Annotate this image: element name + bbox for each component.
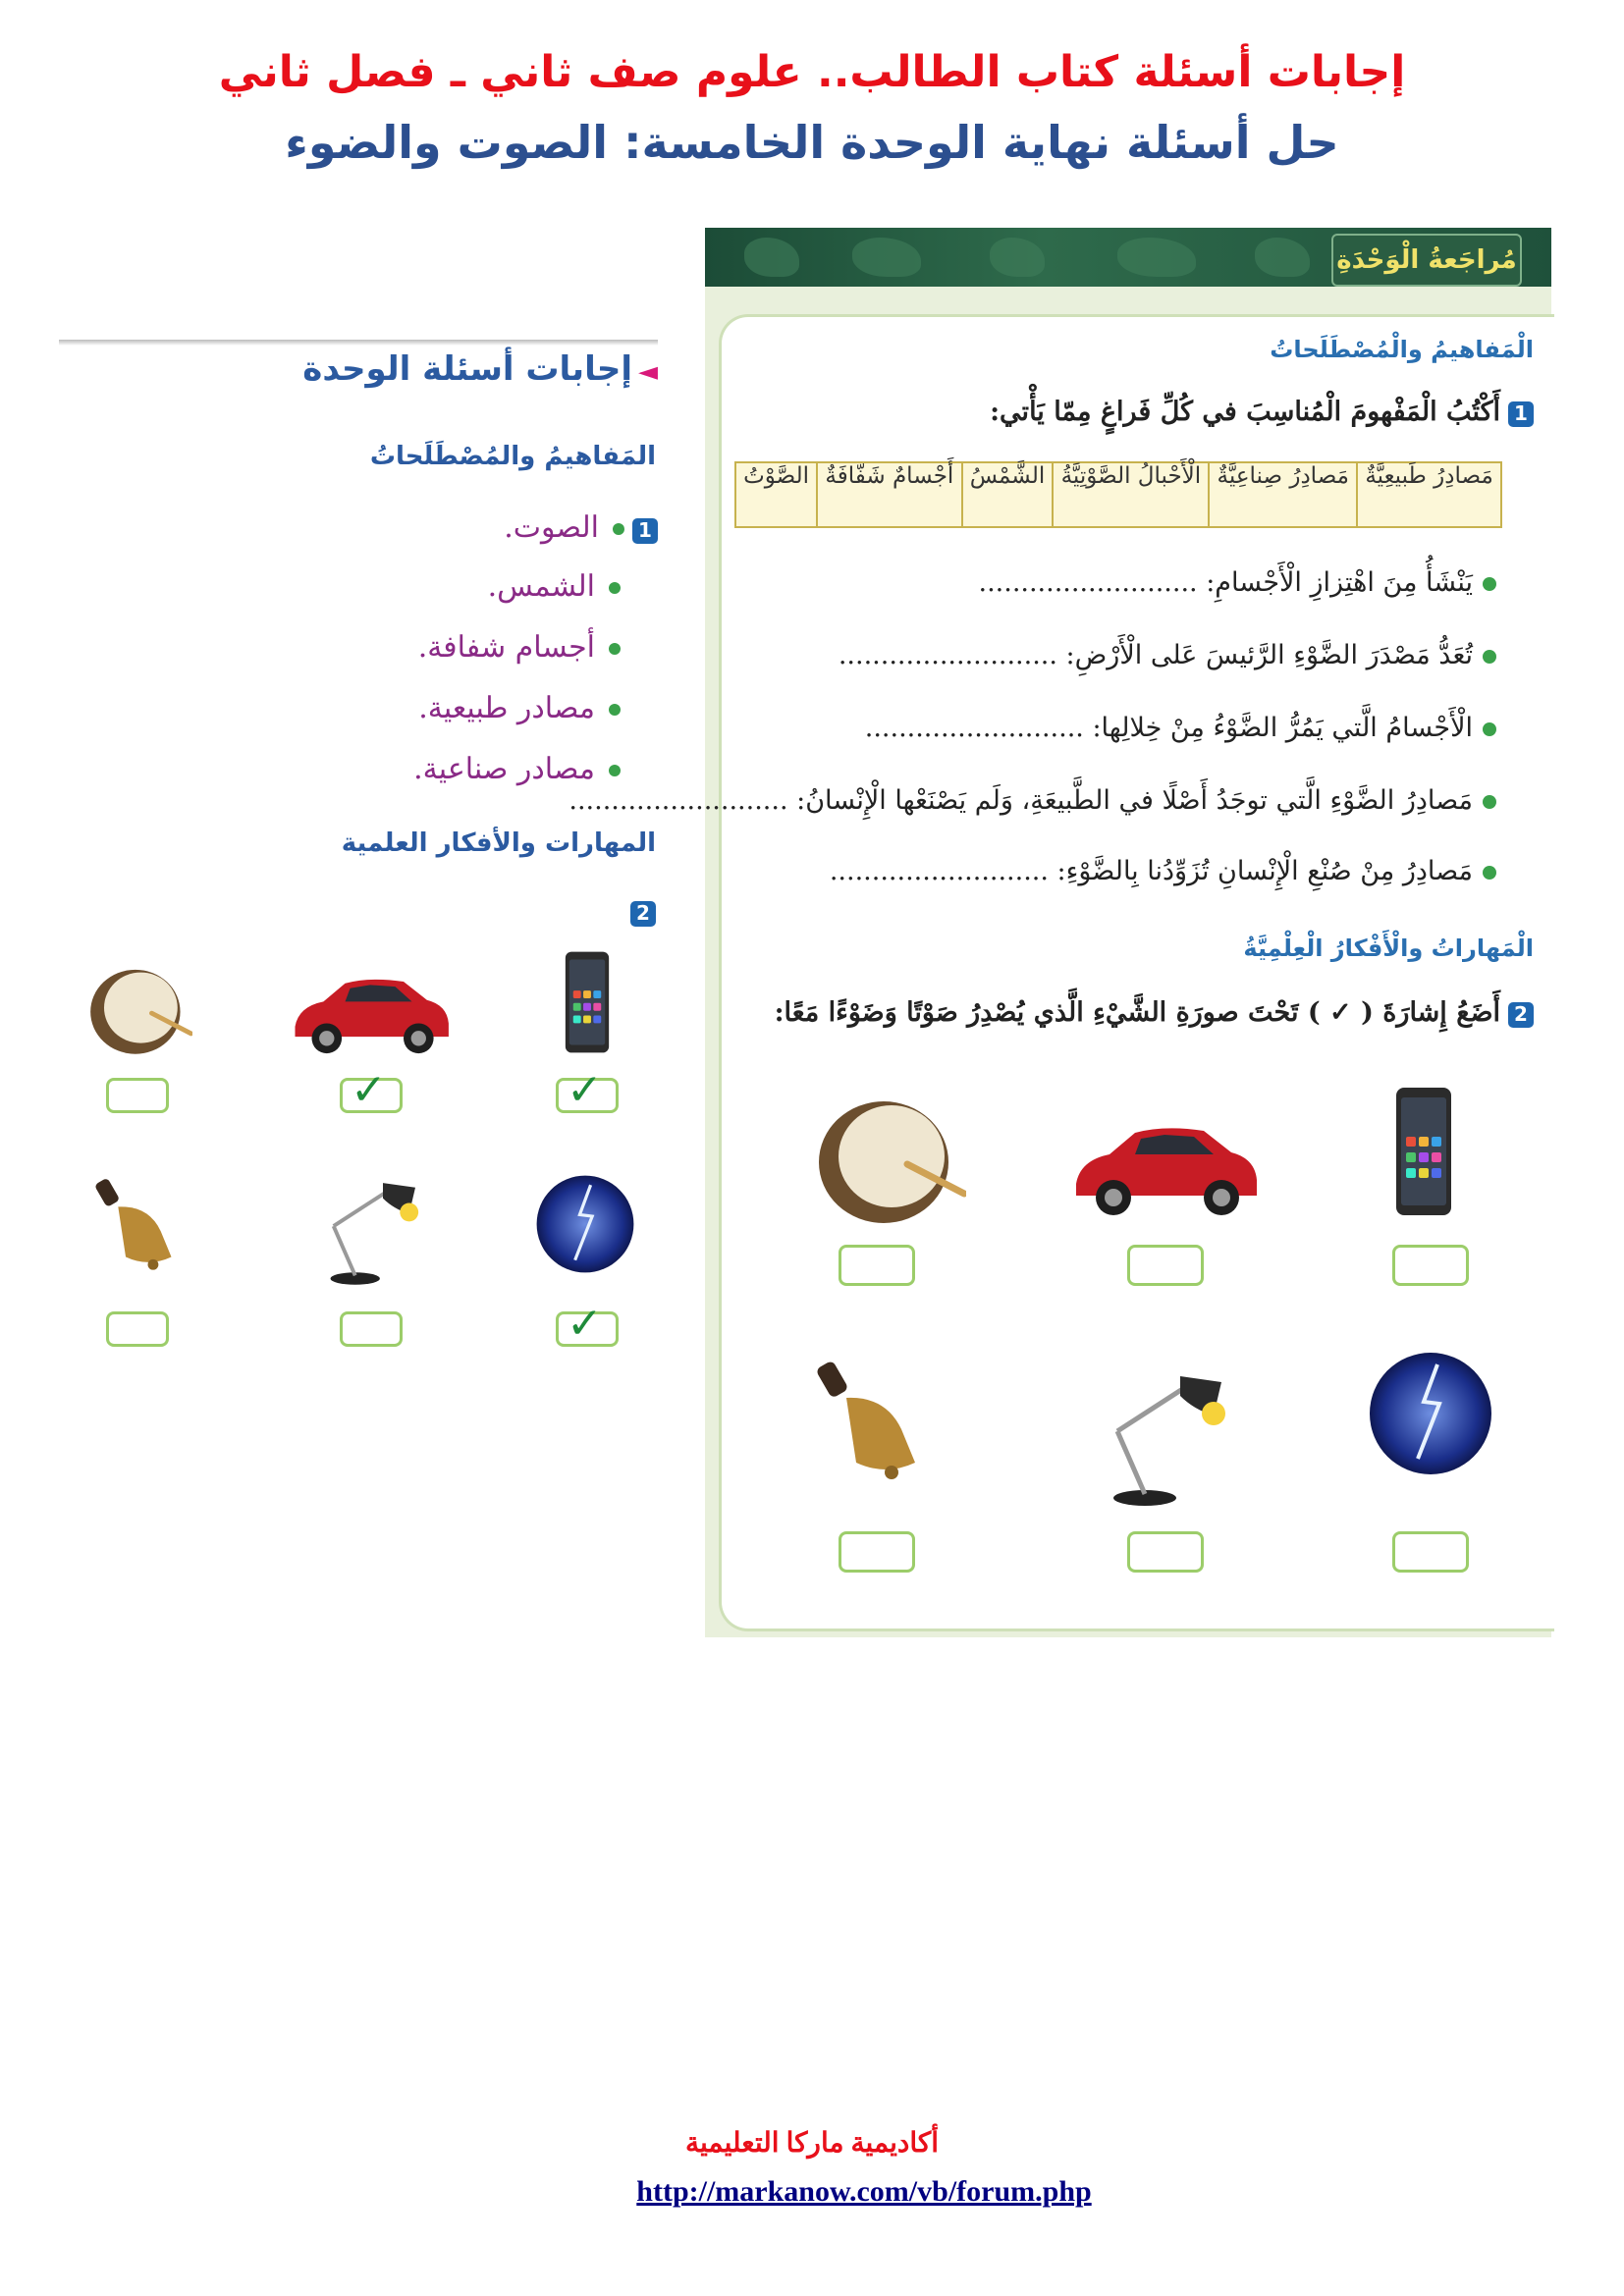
question-number-badge: 1	[1508, 401, 1534, 427]
answer-text: مصادر طبيعية.	[418, 691, 595, 725]
answer-box-lamp[interactable]	[340, 1311, 403, 1347]
bullet-icon	[1483, 866, 1496, 880]
bullet-icon	[609, 582, 621, 594]
check-mark-icon: ✓	[567, 1299, 603, 1349]
bullet-icon	[1483, 577, 1496, 591]
answer-box-lightning[interactable]	[556, 1299, 619, 1349]
question-1-text: أَكْتُبُ الْمَفْهومَ الْمُناسِبَ في كُلِّ فَراغٍ مِمّا يَأْتي:	[990, 397, 1500, 427]
answer-box-lamp[interactable]	[1127, 1531, 1204, 1573]
lightning-icon	[534, 1174, 636, 1274]
answer-text: الشمس.	[487, 569, 595, 604]
answer-item	[413, 752, 621, 786]
answer-box-car[interactable]	[340, 1065, 403, 1115]
answer-box-phone[interactable]	[556, 1065, 619, 1115]
desk-lamp-icon	[1098, 1362, 1235, 1510]
page-title: إجابات أسئلة كتاب الطالب.. علوم صف ثاني ـ فصل ثاني	[218, 47, 1406, 97]
fill-blank-sentence	[568, 785, 1496, 816]
concepts-section-title: الْمَفاهيمُ والْمُصْطَلَحاتُ	[1270, 336, 1534, 363]
bullet-icon	[609, 765, 621, 776]
animal-silhouette-icon	[1255, 238, 1310, 277]
drum-icon	[813, 1092, 966, 1225]
answer-item	[418, 691, 621, 725]
bell-icon	[817, 1361, 931, 1482]
sentence-text: تُعَدُّ مَصْدَرَ الضَّوْءِ الرَّئيسَ عَلى الْأَرْضِ: ..........................	[838, 640, 1473, 670]
bullet-icon	[613, 523, 624, 535]
unit-review-header	[705, 228, 1551, 287]
sentence-text: الْأَجْسامُ الَّتي يَمُرُّ الضَّوْءُ مِنْ خِلالِها: ..........................	[864, 713, 1473, 743]
skills-section-title: الْمَهاراتُ والْأَفْكارُ الْعِلْمِيَّةُ	[1243, 934, 1534, 962]
answer-box-phone[interactable]	[1392, 1245, 1469, 1286]
answer-item	[504, 510, 658, 545]
answers-heading-text: إجابات أسئلة الوحدة	[302, 349, 632, 389]
answers-skills-title: المهارات والأفكار العلمية	[341, 828, 656, 858]
sentence-text: يَنْشَأُ مِنَ اهْتِزازِ الْأَجْسامِ: ..........................	[978, 567, 1473, 598]
answer-text: أجسام شفافة.	[417, 630, 595, 665]
fill-blank-sentence	[830, 856, 1496, 886]
answer-text: مصادر صناعية.	[413, 752, 595, 786]
question-2-prompt	[775, 997, 1534, 1028]
question-number-badge: 1	[632, 518, 658, 544]
bullet-icon	[609, 643, 621, 655]
sentence-text: مَصادِرُ مِنْ صُنْعِ الْإِنْسانِ تُزَوِّدُنا بِالضَّوْءِ: ..........................	[829, 856, 1473, 886]
unit-review-tab: مُراجَعةُ الْوَحْدَةِ	[1331, 234, 1522, 287]
animal-silhouette-icon	[990, 238, 1045, 277]
bullet-icon	[1483, 722, 1496, 736]
bell-icon	[94, 1178, 185, 1272]
word-bank-cell: الشَّمْسُ	[961, 463, 1053, 526]
animal-silhouette-icon	[852, 238, 921, 277]
question-1-prompt	[990, 397, 1534, 427]
word-bank-cell: الصَّوْتُ	[743, 463, 810, 489]
fill-blank-sentence	[978, 567, 1496, 598]
question-2-text: أَضَعُ إِشارَةَ ( ✓ ) تَحْتَ صورَةِ الشَّيْءِ الَّذي يُصْدِرُ صَوْتًا وَضَوْءًا مَعًا:	[774, 997, 1500, 1028]
question-number-badge: 2	[1508, 1002, 1534, 1028]
answer-box-lightning[interactable]	[1392, 1531, 1469, 1573]
car-icon	[1066, 1115, 1263, 1225]
answers-heading	[177, 349, 658, 389]
fill-blank-sentence	[839, 640, 1496, 670]
bullet-icon	[609, 704, 621, 716]
bullet-icon	[1483, 650, 1496, 664]
sentence-text: مَصادِرُ الضَّوْءِ الَّتي توجَدُ أَصْلًا في الطَّبيعَةِ، وَلَم يَصْنَعْها الْإِنْسانُ: ..........................	[568, 785, 1473, 816]
lightning-icon	[1367, 1351, 1494, 1476]
word-bank-cell: مَصادِرُ صِناعِيَّةٌ	[1208, 463, 1356, 526]
answers-concepts-title: المَفاهيمُ والمُصْطَلَحاتُ	[369, 442, 656, 471]
check-mark-icon: ✓	[351, 1065, 387, 1115]
answer-item	[418, 630, 621, 665]
question-number-badge: 2	[630, 901, 656, 927]
answer-item	[488, 569, 621, 604]
animal-silhouette-icon	[744, 238, 799, 277]
answer-text: الصوت.	[504, 510, 599, 545]
answer-box-car[interactable]	[1127, 1245, 1204, 1286]
answer-box-bell[interactable]	[839, 1531, 915, 1573]
car-icon	[287, 968, 454, 1062]
pointer-arrow-icon: ◄	[638, 357, 658, 387]
drum-icon	[86, 962, 192, 1056]
desk-lamp-icon	[318, 1172, 426, 1288]
forum-link[interactable]: http://markanow.com/vb/forum.php	[636, 2175, 1092, 2208]
smartphone-icon	[564, 950, 611, 1054]
word-bank-cell: الْأَحْبالُ الصَّوْتِيَّةُ	[1052, 463, 1208, 526]
academy-name: أكاديمية ماركا التعليمية	[684, 2128, 940, 2159]
answers-q2-label	[623, 897, 656, 927]
word-bank-cell: مَصادِرُ طَبيعِيَّةٌ	[1356, 463, 1500, 526]
word-bank-cell: أَجْسامٌ شَفّافَةٌ	[816, 463, 960, 526]
divider	[59, 340, 658, 346]
answer-box-bell[interactable]	[106, 1311, 169, 1347]
word-bank	[734, 461, 1502, 528]
answer-box-drum[interactable]	[106, 1078, 169, 1113]
bullet-icon	[1483, 795, 1496, 809]
animal-silhouette-icon	[1117, 238, 1196, 277]
fill-blank-sentence	[865, 713, 1496, 743]
page-subtitle: حل أسئلة نهاية الوحدة الخامسة: الصوت والضوء	[285, 116, 1339, 169]
check-mark-icon: ✓	[567, 1065, 603, 1115]
smartphone-icon	[1394, 1086, 1453, 1217]
answer-box-drum[interactable]	[839, 1245, 915, 1286]
